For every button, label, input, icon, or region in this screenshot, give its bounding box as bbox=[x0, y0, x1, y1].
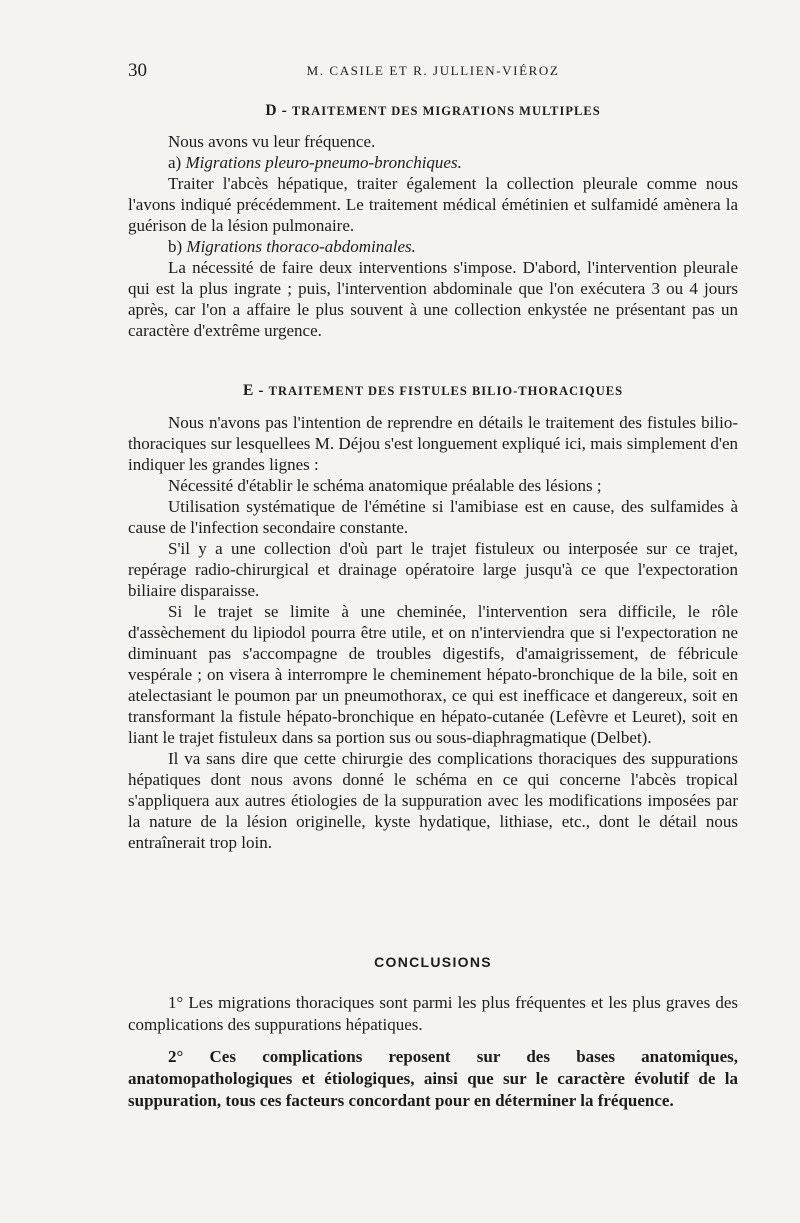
section-e bbox=[128, 380, 738, 402]
subheading-b-marker: b) bbox=[168, 237, 187, 256]
conclusion-2: 2° Ces complications reposent sur des bases anatomiques, anatomopathologiques et étiologiques, ainsi que sur le caractère évolutif de la suppuration, tous ces facteurs concordant pour en déterminer la fréquence. bbox=[128, 1047, 738, 1110]
paragraph: La nécessité de faire deux interventions s'impose. D'abord, l'intervention pleurale qui est la plus ingrate ; puis, l'intervention abdominale que l'on exécutera 3 ou 4 jours après, car l'on a affaire le plus souvent à une collection enkystée ne présentant pas un caractère d'extrême urgence. bbox=[128, 258, 738, 340]
section-d-body bbox=[128, 131, 738, 341]
paragraph: Si le trajet se limite à une cheminée, l'intervention sera difficile, le rôle d'assèchement du lipiodol pourra être utile, et on n'interviendra que si l'expectoration ne diminuant pas s'accompagne de troubles digestifs, d'amaigrissement, de fébricule vespérale ; on visera à interrompre le cheminement hépato-bronchique de la bile, soit en atelectasiant le poumon par un pneumothorax, ce qui est inefficace et dangereux, soit en transformant la fistule hépato-bronchique en hépato-cutanée (Lefèvre et Leuret), soit en liant le trajet fistuleux dans sa portion sus ou sous-diaphragmatique (Delbet). bbox=[128, 602, 738, 747]
subheading-a bbox=[128, 152, 738, 173]
section-d-letter: D - bbox=[265, 102, 292, 119]
conclusion-1: 1° Les migrations thoraciques sont parmi les plus fréquentes et les plus graves des complications des suppurations hépatiques. bbox=[128, 993, 738, 1034]
section-e-title-text: TRAITEMENT DES FISTULES BILIO-THORACIQUES bbox=[268, 384, 624, 398]
section-d bbox=[128, 100, 738, 122]
section-e-title bbox=[128, 380, 738, 402]
running-title: M. CASILE ET R. JULLIEN-VIÉROZ bbox=[306, 63, 560, 78]
conclusions-body bbox=[128, 992, 738, 1112]
conclusions-heading-wrap bbox=[128, 952, 738, 973]
conclusions-title: CONCLUSIONS bbox=[374, 954, 492, 970]
paragraph: Utilisation systématique de l'émétine si l'amibiase est en cause, des sulfamides à cause de l'infection secondaire constante. bbox=[128, 497, 738, 537]
page-header bbox=[128, 60, 738, 82]
section-e-body bbox=[128, 412, 738, 853]
paragraph: Traiter l'abcès hépatique, traiter également la collection pleurale comme nous l'avons indiqué précédemment. Le traitement médical émétinien et sulfamidé amènera la guérison de la lésion pulmonaire. bbox=[128, 174, 738, 235]
section-d-title-text: TRAITEMENT DES MIGRATIONS MULTIPLES bbox=[291, 104, 601, 118]
page-number: 30 bbox=[128, 60, 147, 81]
section-d-title bbox=[128, 100, 738, 122]
subheading-b-title: Migrations thoraco-abdominales. bbox=[186, 237, 416, 256]
subheading-a-marker: a) bbox=[168, 153, 186, 172]
paragraph: Nécessité d'établir le schéma anatomique préalable des lésions ; bbox=[168, 476, 602, 495]
subheading-a-title: Migrations pleuro-pneumo-bronchiques. bbox=[185, 153, 462, 172]
paragraph: Nous avons vu leur fréquence. bbox=[168, 132, 376, 151]
paragraph: Il va sans dire que cette chirurgie des complications thoraciques des suppurations hépatiques dont nous avons donné le schéma en ce qui concerne l'abcès tropical s'appliquera aux autres étiologies de la suppuration avec les modifications imposées par la nature de la lésion originelle, kyste hydatique, lithiase, etc., dont le détail nous entraînerait trop loin. bbox=[128, 749, 738, 852]
section-e-letter: E - bbox=[242, 382, 269, 399]
subheading-b bbox=[128, 236, 738, 257]
paragraph: S'il y a une collection d'où part le trajet fistuleux ou interposée sur ce trajet, repérage radio-chirurgical et drainage opératoire large jusqu'à ce que l'expectoration biliaire disparaisse. bbox=[128, 539, 738, 600]
paragraph: Nous n'avons pas l'intention de reprendre en détails le traitement des fistules bilio-thoraciques sur lesquellees M. Déjou s'est longuement expliqué ici, mais simplement d'en indiquer les grandes lignes : bbox=[128, 413, 738, 474]
